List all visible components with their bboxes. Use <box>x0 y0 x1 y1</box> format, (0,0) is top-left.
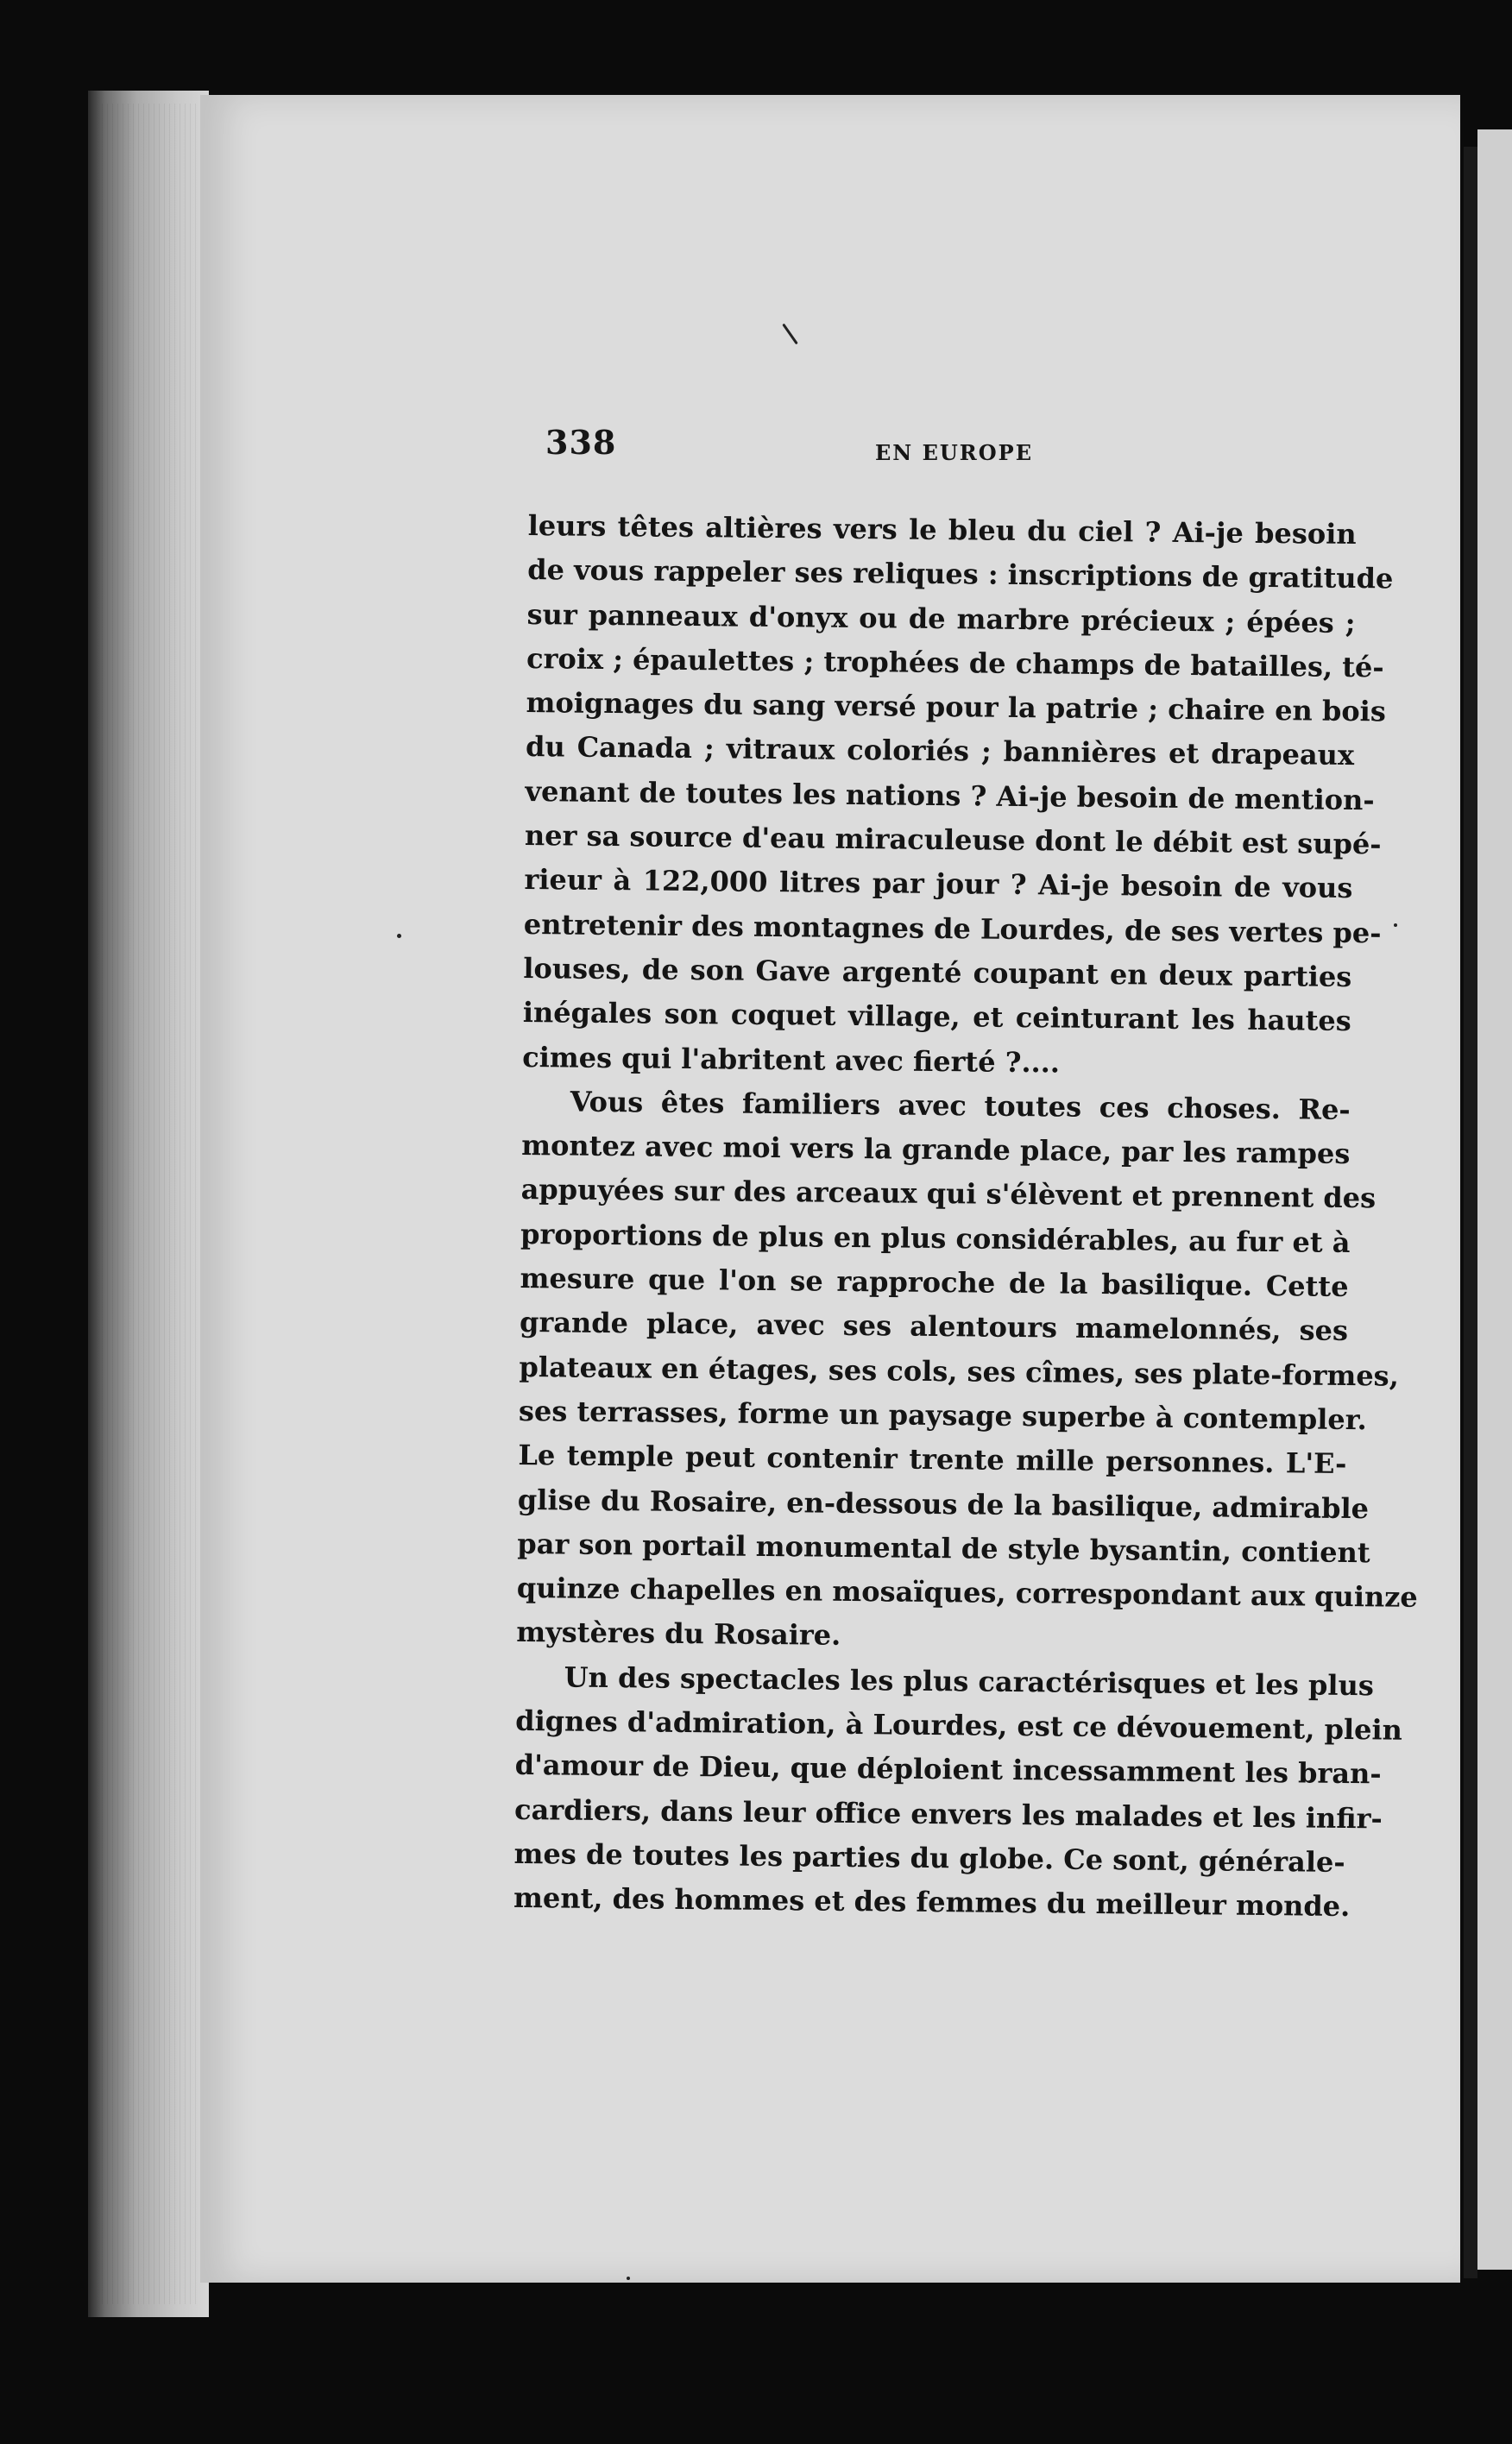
page-stack-texture <box>102 104 197 2304</box>
page-header <box>545 423 1063 475</box>
text-line: de vous rappeler ses reliques : inscriptions de gratitude <box>527 553 1394 595</box>
text-line: Vous êtes familiers avec toutes ces choses. Re- <box>570 1085 1351 1126</box>
text-line: mesure que l'on se rapproche de la basilique. Cette <box>520 1261 1349 1304</box>
running-head: EN EUROPE <box>875 440 1033 465</box>
dust-speck <box>627 2277 630 2280</box>
dust-speck <box>397 934 401 938</box>
text-line: moignages du sang versé pour la patrie ; chaire en bois <box>526 686 1387 728</box>
paragraph <box>513 1655 1403 1930</box>
facing-page-strip <box>1477 129 1512 2270</box>
text-line: glise du Rosaire, en-dessous de la basilique, admirable <box>517 1483 1370 1525</box>
text-line: par son portail monumental de style bysantin, contient <box>517 1527 1370 1570</box>
text-line: appuyées sur des arceaux qui s'élèvent et prennent des <box>520 1173 1377 1215</box>
text-line: d'amour de Dieu, que déploient incessamment les bran- <box>514 1748 1382 1791</box>
dust-speck <box>1394 923 1397 927</box>
text-line: cardiers, dans leur office envers les malades et les infir- <box>513 1792 1383 1836</box>
paragraph <box>516 1080 1418 1664</box>
text-line: entretenir des montagnes de Lourdes, de ses vertes pe- <box>523 907 1382 950</box>
text-line: proportions de plus en plus considérables, au fur et à <box>520 1217 1351 1259</box>
text-line: venant de toutes les nations ? Ai-je besoin de mention- <box>525 774 1375 817</box>
text-line: ment, des hommes et des femmes du meilleur monde. <box>513 1881 1351 1924</box>
text-line: mes de toutes les parties du globe. Ce sont, générale- <box>513 1836 1345 1879</box>
text-line: inégales son coquet village, et ceinturant les hautes <box>522 996 1351 1038</box>
text-line: plateaux en étages, ses cols, ses cîmes, ses plate-formes, <box>519 1350 1400 1393</box>
text-line: quinze chapelles en mosaïques, correspondant aux quinze <box>516 1572 1418 1614</box>
text-line: cimes qui l'abritent avec fierté ?.... <box>522 1040 1061 1080</box>
text-line: Un des spectacles les plus caractérisques et les plus <box>564 1660 1375 1703</box>
text-line: dignes d'admiration, à Lourdes, est ce dévouement, plein <box>515 1704 1403 1747</box>
text-line: Le temple peut contenir trente mille personnes. L'E- <box>518 1439 1347 1481</box>
text-line: croix ; épaulettes ; trophées de champs de batailles, té- <box>526 641 1384 684</box>
text-line: leurs têtes altières vers le bleu du ciel ? Ai-je besoin <box>527 508 1357 551</box>
text-line: montez avec moi vers la grande place, par les rampes <box>521 1129 1351 1171</box>
text-line: mystères du Rosaire. <box>516 1616 841 1653</box>
page-shadow-edge <box>1464 147 1477 2278</box>
page-number: 338 <box>545 423 617 462</box>
text-line: ner sa source d'eau miraculeuse dont le débit est supé- <box>524 819 1382 861</box>
paragraph <box>522 504 1394 1088</box>
text-line: louses, de son Gave argenté coupant en deux parties <box>523 951 1352 993</box>
text-line: ses terrasses, forme un paysage superbe à contempler. <box>518 1394 1367 1437</box>
text-line: rieur à 122,000 litres par jour ? Ai-je besoin de vous <box>524 863 1353 905</box>
text-line: du Canada ; vitraux coloriés ; bannières et drapeaux <box>525 730 1355 772</box>
text-line: grande place, avec ses alentours mamelonnés, ses <box>519 1306 1349 1348</box>
body-text <box>513 504 1418 1929</box>
text-line: sur panneaux d'onyx ou de marbre précieux ; épées ; <box>526 597 1356 639</box>
